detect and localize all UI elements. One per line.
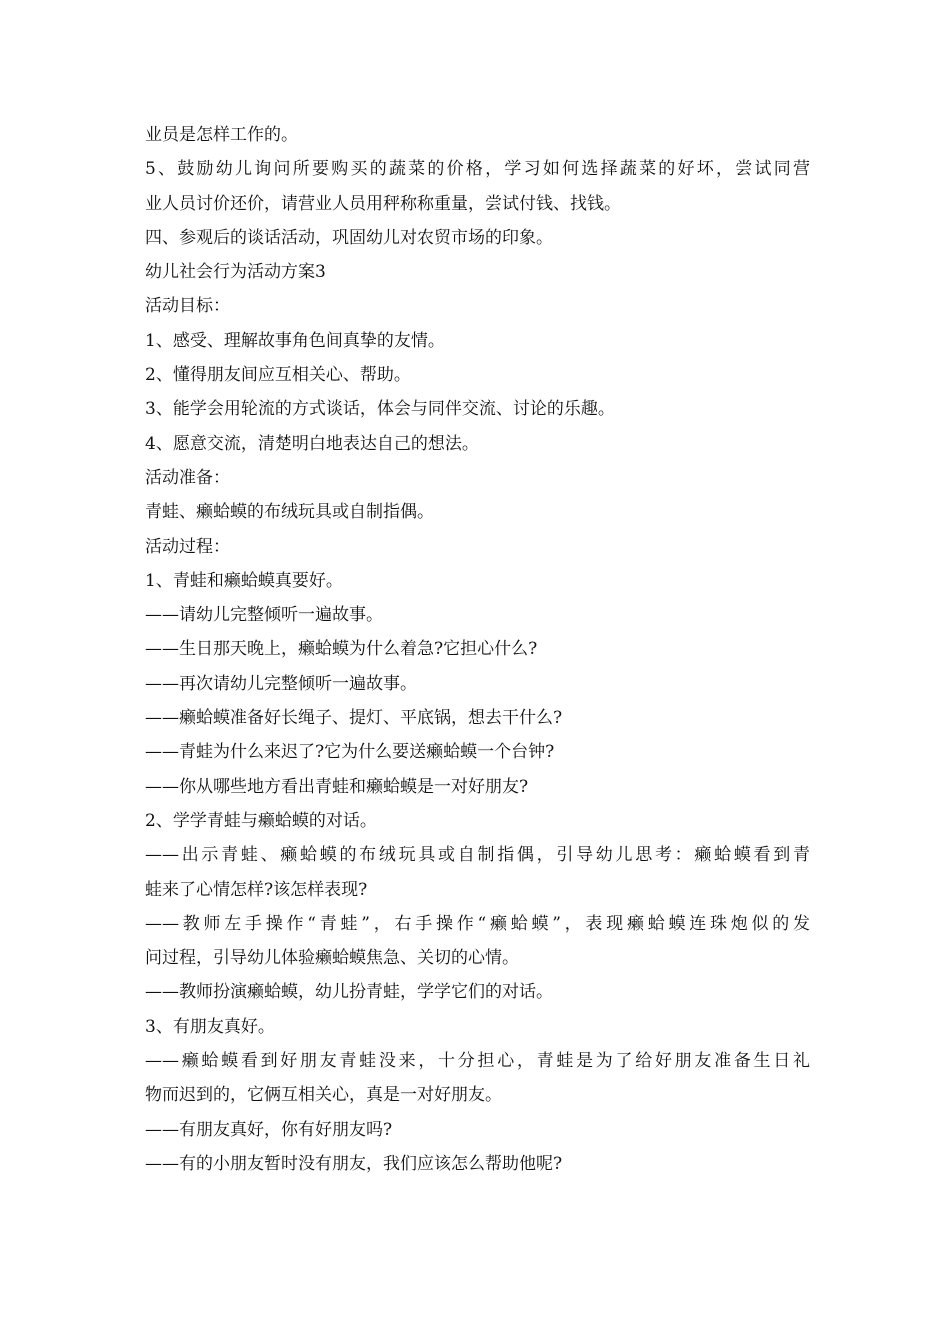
- paragraph-line: ——有朋友真好，你有好朋友吗?: [145, 1119, 393, 1140]
- paragraph-line: 活动目标：: [145, 296, 230, 317]
- paragraph-line: 青蛙、癞蛤蟆的布绒玩具或自制指偶。: [145, 502, 434, 523]
- paragraph-line: ——请幼儿完整倾听一遍故事。: [145, 605, 383, 626]
- paragraph-line: 4、愿意交流，清楚明白地表达自己的想法。: [145, 433, 479, 454]
- paragraph-line: 物而迟到的，它俩互相关心，真是一对好朋友。: [145, 1085, 502, 1106]
- paragraph-line: ——教师扮演癞蛤蟆，幼儿扮青蛙，学学它们的对话。: [145, 982, 553, 1003]
- paragraph-line: ——出示青蛙、癞蛤蟆的布绒玩具或自制指偶，引导幼儿思考：癞蛤蟆看到青: [145, 845, 810, 866]
- paragraph-line: 3、能学会用轮流的方式谈话，体会与同伴交流、讨论的乐趣。: [145, 399, 615, 420]
- paragraph-line: ——生日那天晚上，癞蛤蟆为什么着急?它担心什么?: [145, 639, 538, 660]
- paragraph-line: 问过程，引导幼儿体验癞蛤蟆焦急、关切的心情。: [145, 948, 519, 969]
- paragraph-line: 业员是怎样工作的。: [145, 125, 298, 145]
- paragraph-line: 蛙来了心情怎样?该怎样表现?: [145, 879, 368, 900]
- paragraph-line: ——青蛙为什么来迟了?它为什么要送癞蛤蟆一个台钟?: [145, 742, 555, 763]
- paragraph-line: ——教师左手操作“青蛙”，右手操作“癞蛤蟆”，表现癞蛤蟆连珠炮似的发: [145, 913, 810, 934]
- paragraph-line: 2、学学青蛙与癞蛤蟆的对话。: [145, 810, 377, 831]
- paragraph-line: 1、感受、理解故事角色间真挚的友情。: [145, 330, 445, 351]
- paragraph-line: ——你从哪些地方看出青蛙和癞蛤蟆是一对好朋友?: [145, 776, 529, 797]
- document-body: [145, 118, 810, 1181]
- paragraph-line: 业人员讨价还价，请营业人员用秤称称重量，尝试付钱、找钱。: [145, 193, 621, 214]
- paragraph-line: 2、懂得朋友间应互相关心、帮助。: [145, 365, 411, 386]
- paragraph-line: 四、参观后的谈话活动，巩固幼儿对农贸市场的印象。: [145, 227, 553, 248]
- paragraph-line: 幼儿社会行为活动方案3: [145, 262, 326, 283]
- paragraph-line: 1、青蛙和癞蛤蟆真要好。: [145, 570, 343, 591]
- paragraph-line: 3、有朋友真好。: [145, 1016, 275, 1037]
- paragraph-line: ——再次请幼儿完整倾听一遍故事。: [145, 673, 417, 694]
- paragraph-line: 5、鼓励幼儿询问所要购买的蔬菜的价格，学习如何选择蔬菜的好坏，尝试同营: [145, 159, 810, 180]
- paragraph-line: ——癞蛤蟆准备好长绳子、提灯、平底锅，想去干什么?: [145, 708, 563, 729]
- paragraph-line: 活动准备：: [145, 467, 230, 488]
- paragraph-line: ——有的小朋友暂时没有朋友，我们应该怎么帮助他呢?: [145, 1153, 563, 1174]
- paragraph-line: 活动过程：: [145, 536, 230, 557]
- paragraph-line: ——癞蛤蟆看到好朋友青蛙没来，十分担心，青蛙是为了给好朋友准备生日礼: [145, 1051, 810, 1072]
